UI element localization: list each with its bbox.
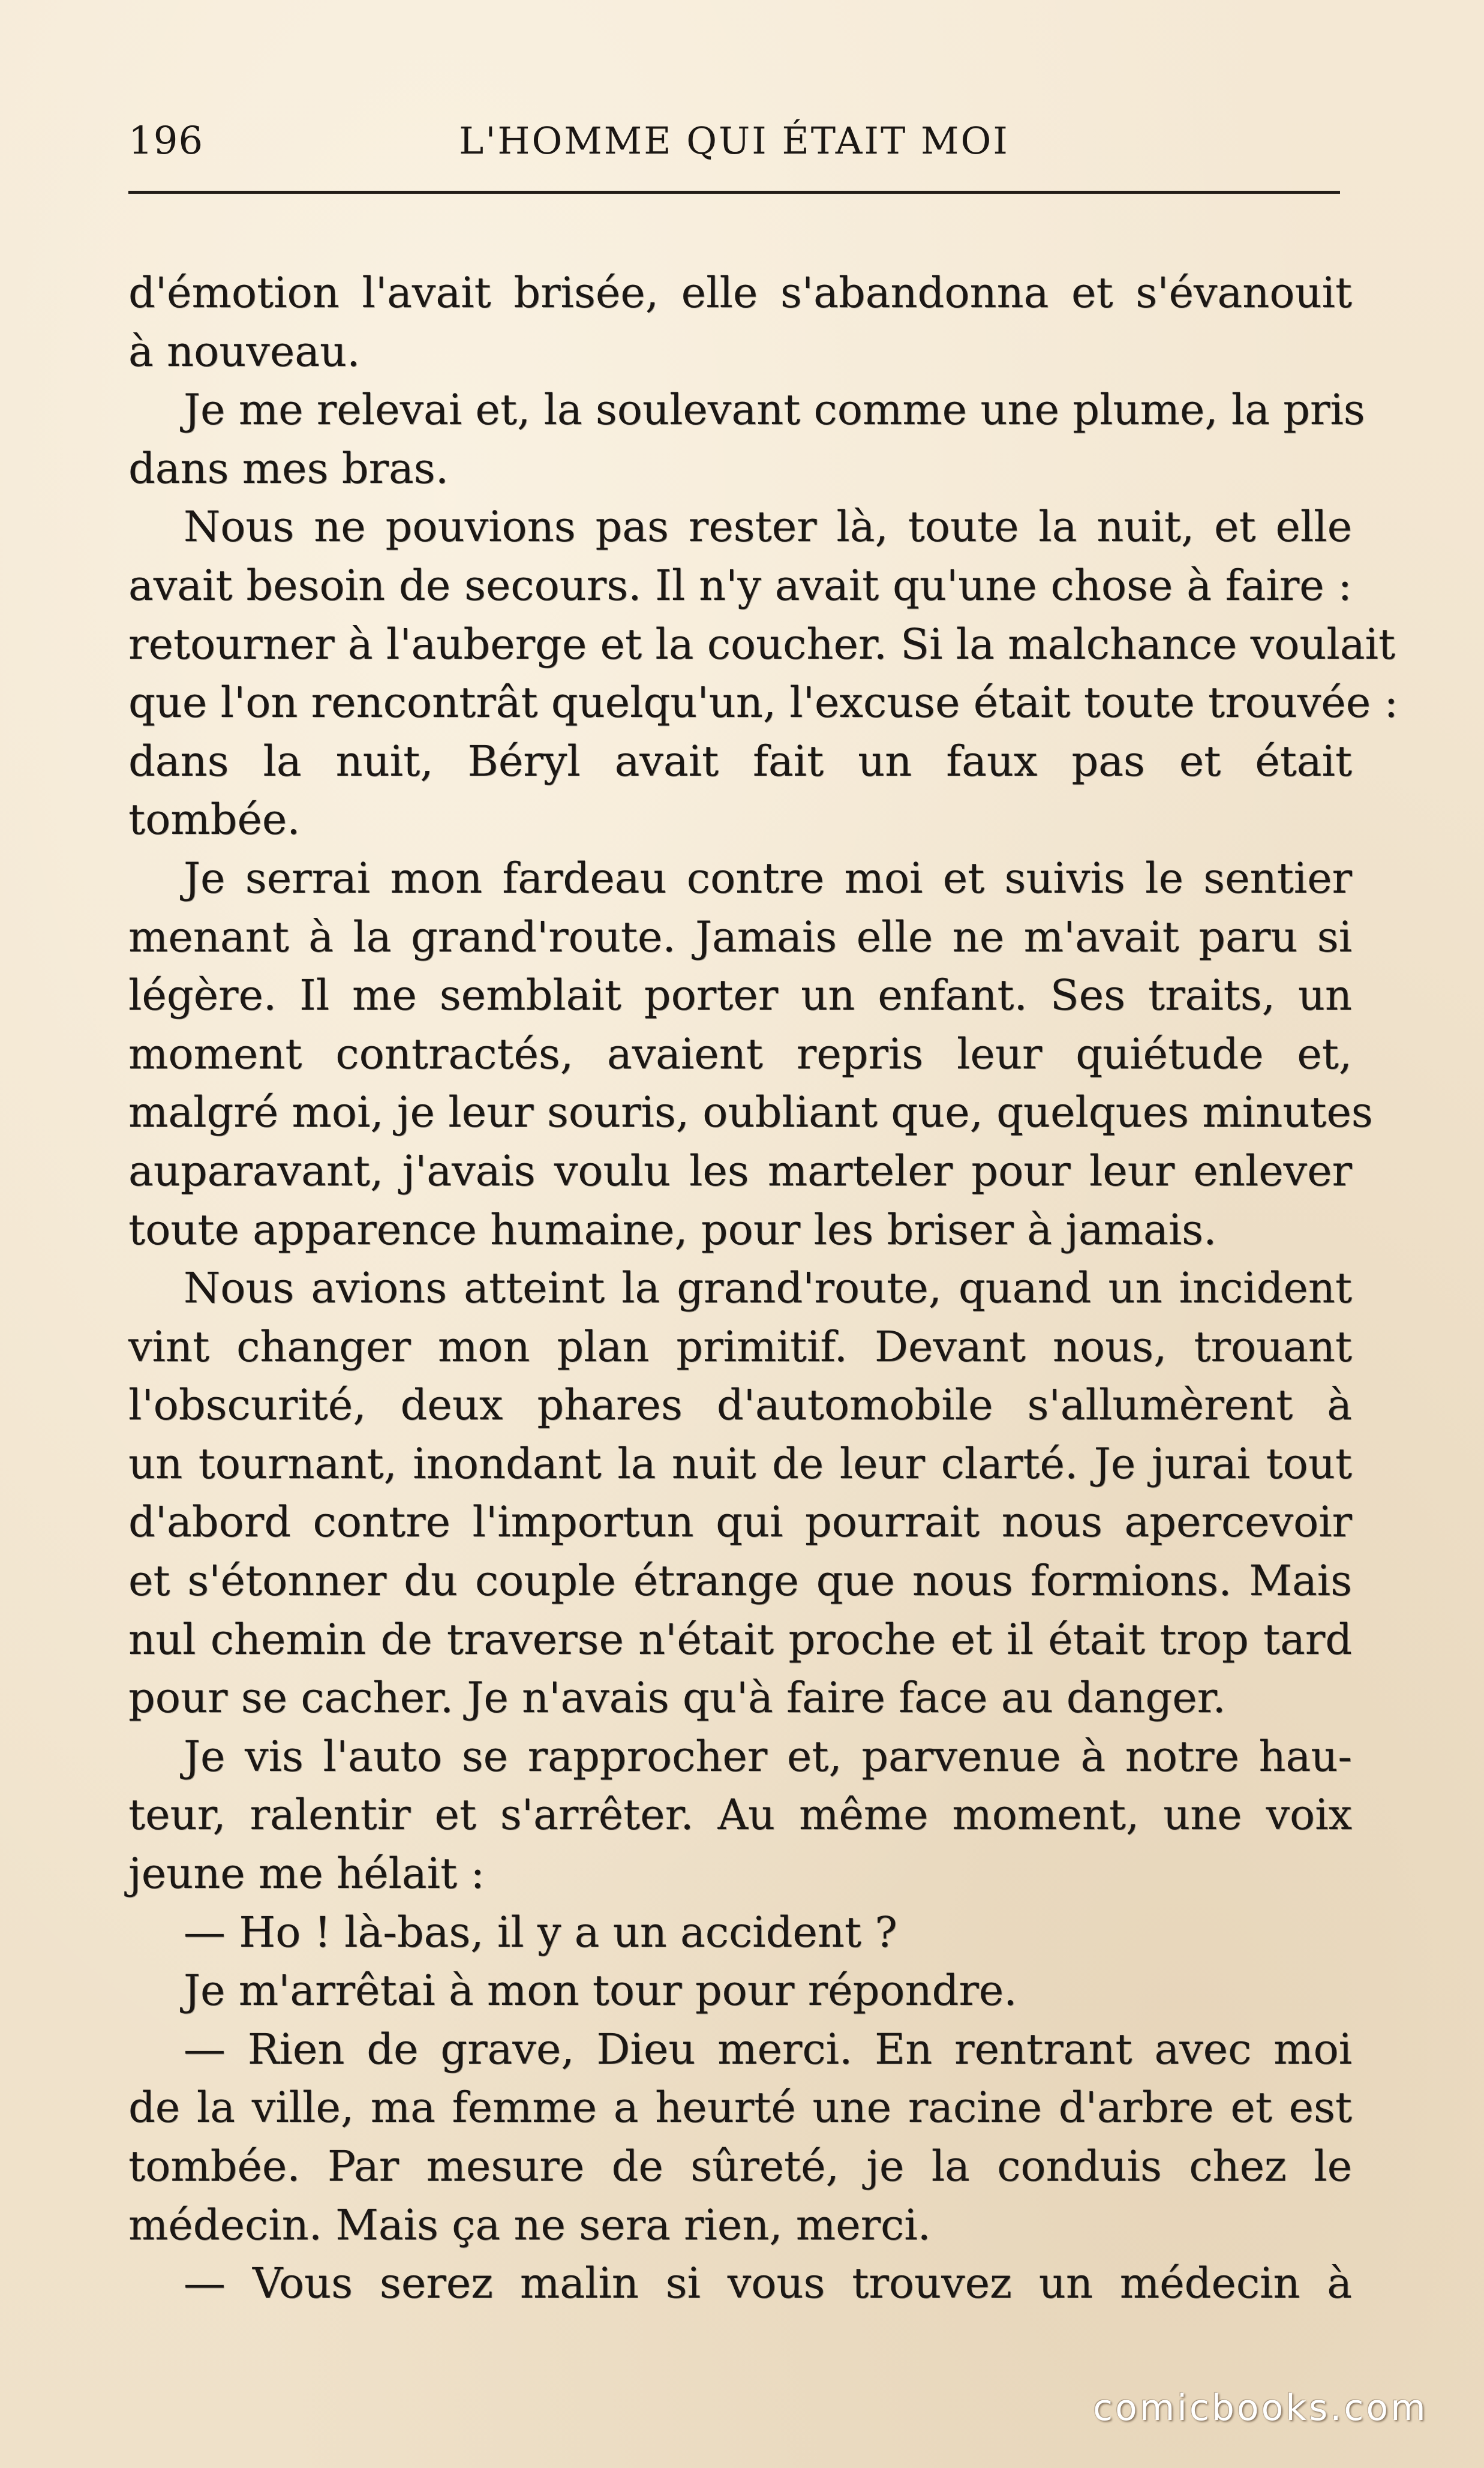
text-line: — Rien de grave, Dieu merci. En rentrant avec moi	[184, 2024, 1352, 2074]
text-line: un tournant, inondant la nuit de leur clarté. Je jurai tout	[128, 1439, 1352, 1488]
text-line: — Ho ! là-bas, il y a un accident ?	[184, 1907, 897, 1957]
text-line: retourner à l'auberge et la coucher. Si la malchance voulait	[128, 619, 1395, 669]
text-line: Je m'arrêtai à mon tour pour répondre.	[184, 1966, 1017, 2016]
text-line: d'émotion l'avait brisée, elle s'abandonna et s'évanouit	[128, 268, 1352, 317]
text-line: teur, ralentir et s'arrêter. Au même moment, une voix	[128, 1790, 1352, 1840]
text-line: Je me relevai et, la soulevant comme une plume, la pris	[184, 385, 1365, 435]
page-header	[128, 114, 1340, 168]
text-line: de la ville, ma femme a heurté une racine d'arbre et est	[128, 2083, 1352, 2133]
page-number: 196	[128, 119, 204, 163]
text-line: légère. Il me semblait porter un enfant. Ses traits, un	[128, 971, 1352, 1020]
text-line: l'obscurité, deux phares d'automobile s'allumèrent à	[128, 1380, 1352, 1430]
text-line: jeune me hélait :	[128, 1849, 485, 1899]
text-line: — Vous serez malin si vous trouvez un médecin à	[184, 2259, 1352, 2308]
body-text	[128, 264, 1398, 2313]
running-title: L'HOMME QUI ÉTAIT MOI	[459, 119, 1010, 163]
text-line: Nous ne pouvions pas rester là, toute la nuit, et elle	[184, 502, 1352, 552]
text-line: tombée.	[128, 795, 301, 845]
text-line: menant à la grand'route. Jamais elle ne m'avait paru si	[128, 912, 1352, 962]
text-line: avait besoin de secours. Il n'y avait qu'une chose à faire :	[128, 560, 1352, 610]
text-line: malgré moi, je leur souris, oubliant que, quelques minutes	[128, 1088, 1373, 1137]
text-line: et s'étonner du couple étrange que nous formions. Mais	[128, 1556, 1352, 1606]
text-line: Je serrai mon fardeau contre moi et suivis le sentier	[184, 853, 1352, 903]
text-line: vint changer mon plan primitif. Devant nous, trouant	[128, 1322, 1352, 1371]
header-rule	[128, 191, 1340, 194]
text-line: nul chemin de traverse n'était proche et il était trop tard	[128, 1614, 1352, 1664]
text-line: pour se cacher. Je n'avais qu'à faire face au danger.	[128, 1673, 1226, 1723]
text-line: à nouveau.	[128, 326, 361, 376]
text-line: toute apparence humaine, pour les briser à jamais.	[128, 1205, 1217, 1254]
watermark: comicbooks.com	[1093, 2387, 1428, 2429]
text-line: dans la nuit, Béryl avait fait un faux pas et était	[128, 736, 1352, 786]
text-line: tombée. Par mesure de sûreté, je la conduis chez le	[128, 2142, 1352, 2191]
text-line: Nous avions atteint la grand'route, quand un incident	[184, 1263, 1352, 1313]
text-line: que l'on rencontrât quelqu'un, l'excuse était toute trouvée :	[128, 678, 1398, 728]
text-line: d'abord contre l'importun qui pourrait nous apercevoir	[128, 1497, 1352, 1547]
text-line: médecin. Mais ça ne sera rien, merci.	[128, 2200, 931, 2250]
text-line: moment contractés, avaient repris leur quiétude et,	[128, 1029, 1352, 1079]
text-line: Je vis l'auto se rapprocher et, parvenue à notre hau-	[184, 1731, 1352, 1781]
text-line: dans mes bras.	[128, 443, 449, 493]
text-line: auparavant, j'avais voulu les marteler pour leur enlever	[128, 1146, 1352, 1196]
